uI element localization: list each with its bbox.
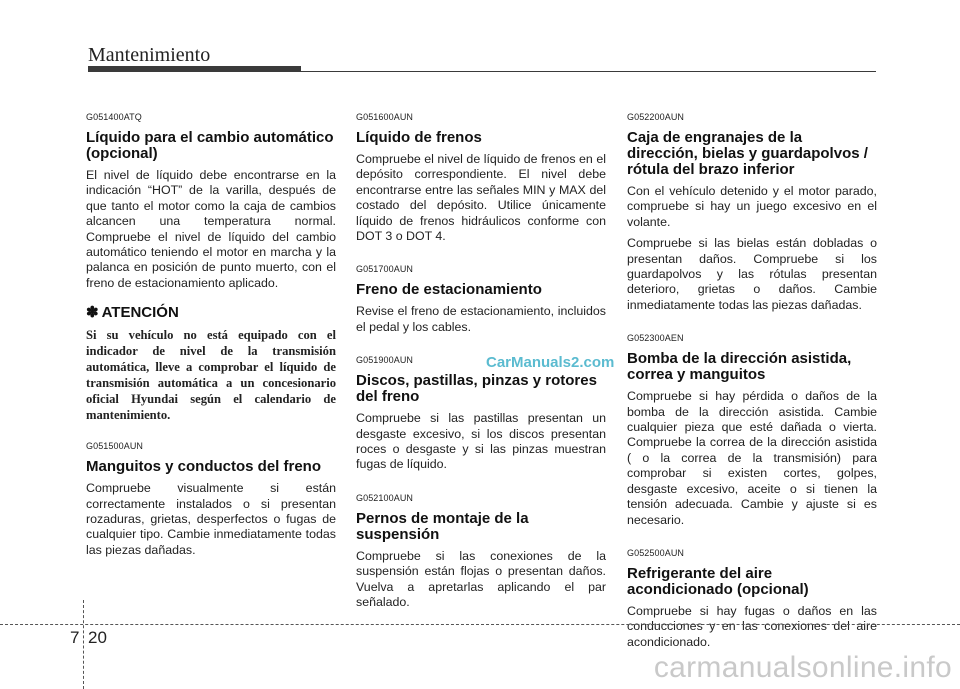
section-body: Compruebe si las pastillas presentan un desgaste excesivo, si los discos presentan roces o desgaste y si las pinzas muestran fugas de líquido. (356, 411, 606, 472)
section-code: G052200AUN (627, 112, 685, 122)
section-suspension-bolts (356, 493, 606, 611)
attention-title (86, 303, 336, 321)
section-title: Líquido de frenos (356, 129, 482, 146)
page-number: 20 (88, 628, 107, 647)
column-1 (86, 112, 336, 564)
footer-divider (83, 600, 84, 689)
section-body: Compruebe visualmente si están correctamente instalados o si presentan rozaduras, grietas, desperfectos o fugas de cualquier tipo. Cambie inmediatamente todas las piezas dañadas. (86, 481, 336, 557)
section-brake-fluid (356, 112, 606, 244)
section-title: Refrigerante del aire acondicionado (opcional) (627, 564, 809, 598)
section-atf (86, 112, 336, 291)
section-code: G051500AUN (86, 441, 144, 452)
section-body: Compruebe si las bielas están dobladas o presentan daños. Compruebe si los guardapolvos y las rótulas presentan deterioro, grietas o daños. Cambie inmediatamente todas las piezas dañadas. (627, 236, 877, 312)
section-body: Con el vehículo detenido y el motor parado, compruebe si hay un juego excesivo en el volante. (627, 184, 877, 229)
section-code: G051900AUN (356, 355, 414, 366)
section-title: Discos, pastillas, pinzas y rotores del freno (356, 372, 597, 406)
section-code: G051600AUN (356, 112, 414, 122)
section-ac-refrigerant (627, 548, 877, 650)
section-code: G052100AUN (356, 492, 414, 503)
attention-box (86, 303, 336, 423)
section-code: G052300AEN (627, 333, 684, 344)
section-body: Compruebe si hay pérdida o daños de la bomba de la dirección asistida. Cambie cualquier pieza que esté dañada o vierta. Compruebe la correa de la dirección asistida ( o la correa de la transmisión) para comprobar si existen cortes, golpes, desgaste excesivo, aceite o si tienen la tensión adecuada. Cambie y ajuste si es necesario. (627, 389, 877, 527)
section-body: El nivel de líquido debe encontrarse en la indicación “HOT” de la varilla, después de que tanto el motor como la caja de cambios alcancen una temperatura normal. Compruebe el nivel de líquido del cambio automático teniendo el motor en marcha y la palanca en posición de punto muerto, con el freno de estacionamiento aplicado. (86, 168, 336, 290)
section-parking-brake (356, 264, 606, 335)
spacer (627, 319, 877, 333)
section-title: Pernos de montaje de la suspensión (356, 509, 529, 543)
attention-title-text: ATENCIÓN (101, 304, 179, 322)
section-brake-hoses (86, 441, 336, 558)
section-body: Revise el freno de estacionamiento, incluidos el pedal y los cables. (356, 304, 606, 334)
attention-body: Si su vehículo no está equipado con el indicador de nivel de la transmisión automática, lleve a comprobar el líquido de transmisión automática a un concesionario oficial Hyundai según el calendario de mantenimiento. (86, 328, 336, 423)
section-body: Compruebe si las conexiones de la suspensión están flojas o presentan daños. Vuelva a apretarlas aplicando el par señalado. (356, 548, 606, 610)
section-title: Freno de estacionamiento (356, 281, 542, 299)
section-code: G051400ATQ (86, 112, 142, 122)
header-rule-thin (88, 71, 876, 72)
section-body: Compruebe el nivel de líquido de frenos en el depósito correspondiente. El nivel debe encontrarse entre las señales MIN y MAX del costado del depósito. Utilice únicamente líquido de frenos hidráulicos conforme con DOT 3 o DOT 4. (356, 152, 606, 244)
column-3 (627, 112, 877, 656)
section-title: Caja de engranajes de la dirección, bielas y guardapolvos / rótula del brazo inferior (627, 129, 868, 178)
section-code: G052500AUN (627, 547, 685, 558)
attention-star-icon: ✽ (86, 304, 99, 322)
spacer (356, 479, 606, 493)
section-steering-gear (627, 112, 877, 313)
site-watermark: carmanualsonline.info (653, 651, 952, 684)
section-code: G051700AUN (356, 264, 414, 275)
footer-rule (0, 624, 960, 625)
section-title: Bomba de la dirección asistida, correa y manguitos (627, 350, 852, 384)
section-power-steering (627, 333, 877, 528)
section-body: Compruebe si hay fugas o daños en las conducciones y en las conexiones del aire acondicionado. (627, 603, 877, 649)
spacer (356, 250, 606, 264)
section-title: Manguitos y conductos del freno (86, 458, 322, 476)
section-brake-discs (356, 355, 606, 473)
section-title: Líquido para el cambio automático (opcional) (86, 129, 334, 162)
page-header-title: Mantenimiento (88, 44, 211, 66)
chapter-number: 7 (70, 628, 80, 647)
spacer (627, 534, 877, 548)
watermark-carmanuals: CarManuals2.com (486, 354, 615, 371)
